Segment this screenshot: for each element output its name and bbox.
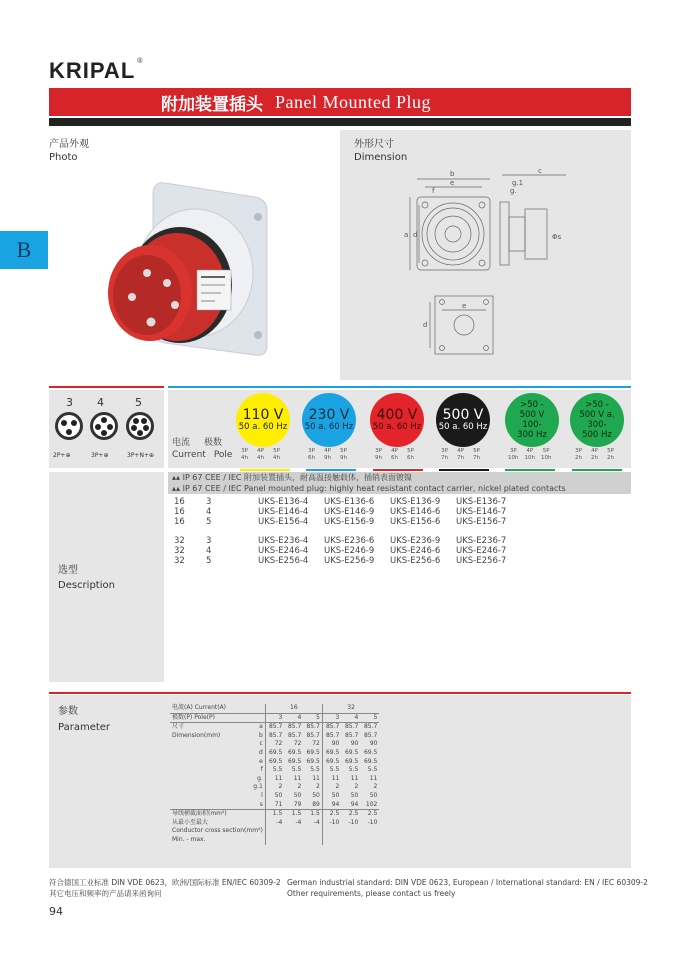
parameter-label-cn: 参数 xyxy=(58,706,78,717)
page-title-cn: 附加装置插头 xyxy=(161,94,263,115)
svg-text:c: c xyxy=(538,167,542,175)
color-bar-100-300hz xyxy=(505,469,555,471)
pole-configs xyxy=(49,390,164,468)
bullet-icon: ▴▴ xyxy=(172,473,181,482)
description-label-cn: 选型 xyxy=(58,565,78,576)
panel-plug-image xyxy=(95,175,285,370)
footer-cn-2: 其它电压和频率的产品请来函询问 xyxy=(49,889,162,898)
current-32: 32 xyxy=(322,704,379,713)
svg-text:e: e xyxy=(462,302,467,310)
dimension-drawing xyxy=(390,165,580,360)
hour-codes-300-500hz: 3P 2h 4P 2h 5P 2h xyxy=(575,448,614,461)
svg-text:e: e xyxy=(450,179,455,187)
dimension-section-label xyxy=(354,138,407,164)
conductor-en-2: Min. - max. xyxy=(172,835,206,843)
svg-text:f: f xyxy=(432,187,435,195)
pole-4-icon xyxy=(90,412,118,440)
current-16: 16 xyxy=(265,704,322,713)
brand-logo xyxy=(49,58,143,84)
pole-3-config: 2P+⊕ xyxy=(53,452,71,459)
svg-text:d: d xyxy=(423,321,428,329)
svg-text:d: d xyxy=(413,231,418,239)
dimension-diagram-icon xyxy=(390,165,580,360)
table-row: 32 5 UKS-E256-4 UKS-E256-9 UKS-E256-6 UKS-E256-7 xyxy=(174,556,507,566)
table-row: 16 5 UKS-E156-4 UKS-E156-9 UKS-E156-6 UKS-E156-7 xyxy=(174,517,507,527)
dimension-label-cn: 外形尺寸 xyxy=(354,139,394,150)
description-label-en: Description xyxy=(58,580,115,591)
photo-label-en: Photo xyxy=(49,152,78,163)
voltage-300-500hz-badge: >50 - 500 V a. 300- 500 Hz xyxy=(570,393,624,447)
footer-en xyxy=(287,877,648,899)
svg-text:b: b xyxy=(450,170,455,178)
voltage-100-300hz-badge: >50 - 500 V 100- 300 Hz xyxy=(505,393,559,447)
table-row: 16 4 UKS-E146-4 UKS-E146-9 UKS-E146-6 UKS-E146-7 xyxy=(174,507,507,517)
hour-codes-230v: 3P 6h 4P 9h 5P 9h xyxy=(308,448,347,461)
hour-codes-110v: 3P 4h 4P 4h 5P 4h xyxy=(241,448,280,461)
dimension-en: Dimension(mm) xyxy=(172,731,221,739)
conductor-cn-2: 从最小至最大 xyxy=(172,818,209,826)
footer-cn xyxy=(49,877,281,899)
hour-codes-500v: 3P 7h 4P 7h 5P 7h xyxy=(441,448,480,461)
pole-en: Pole xyxy=(213,450,233,460)
pole-count-4: 4 xyxy=(97,396,104,409)
pole-5-icon xyxy=(126,412,154,440)
table-row: 16 3 UKS-E136-4 UKS-E136-6 UKS-E136-9 UKS-E136-7 xyxy=(174,497,507,507)
voltage-400v-badge: 400 V 50 a. 60 Hz xyxy=(370,393,424,447)
voltage-500v-badge: 500 V 50 a. 60 Hz xyxy=(436,393,490,447)
poles-divider-red xyxy=(49,386,164,388)
hour-codes-100-300hz: 3P 10h 4P 10h 5P 10h xyxy=(508,448,552,461)
section-tab-label: B xyxy=(16,237,32,262)
pole-count-3: 3 xyxy=(66,396,73,409)
table-row: 32 3 UKS-E236-4 UKS-E236-6 UKS-E236-9 UKS-E236-7 xyxy=(174,536,507,546)
parameter-divider-red xyxy=(49,692,631,694)
svg-text:g.: g. xyxy=(510,187,517,195)
voltage-divider-blue xyxy=(168,386,631,388)
note-en: IP 67 CEE / IEC Panel mounted plug: highly heat resistant contact carrier, nickel plated contacts xyxy=(182,484,566,493)
color-bar-500v xyxy=(439,469,489,471)
bullet-icon: ▴▴ xyxy=(172,484,181,493)
parameter-label-en: Parameter xyxy=(58,722,111,733)
title-bar xyxy=(49,88,631,116)
product-photo xyxy=(95,175,285,370)
parameter-section-label xyxy=(58,704,110,736)
svg-text:g.1: g.1 xyxy=(512,179,524,187)
conductor-cn-1: 导线横截面积(mm²) xyxy=(170,810,265,819)
registered-mark: ® xyxy=(137,58,144,65)
pole-3-icon xyxy=(55,412,83,440)
page-title-en: Panel Mounted Plug xyxy=(275,91,431,112)
footer-en-1: German industrial standard: DIN VDE 0623, European / International standard: EN / IEC 60309-2 xyxy=(287,878,648,887)
logo-text: KRIPAL xyxy=(49,58,136,83)
svg-text:Φs: Φs xyxy=(552,233,562,241)
note-cn: IP 67 CEE / IEC 附加装置插头，耐高温接触载体，插销表面镀镍 xyxy=(182,473,413,482)
page-number: 94 xyxy=(49,905,63,918)
dimension-label-en: Dimension xyxy=(354,152,408,163)
color-bar-230v xyxy=(306,469,356,471)
table-row: 32 4 UKS-E246-4 UKS-E246-9 UKS-E246-6 UKS-E246-7 xyxy=(174,546,507,556)
pole-5-config: 3P+N+⊕ xyxy=(127,452,155,459)
conductor-en-1: Conductor cross section(mm²) xyxy=(172,827,263,835)
description-section-label xyxy=(58,563,115,593)
current-header: 电流(A) Current(A) xyxy=(172,704,227,711)
dimension-cn: 尺寸 xyxy=(170,723,240,732)
color-bar-400v xyxy=(373,469,423,471)
hour-codes-400v: 3P 9h 4P 6h 5P 6h xyxy=(375,448,414,461)
photo-section-label xyxy=(49,138,89,164)
pole-cn: 极数 xyxy=(204,438,223,448)
current-cn: 电流 xyxy=(172,438,191,448)
section-tab-b[interactable] xyxy=(0,231,48,269)
svg-text:a: a xyxy=(404,231,409,239)
current-pole-header xyxy=(172,437,232,461)
pole-count-5: 5 xyxy=(135,396,142,409)
color-bar-300-500hz xyxy=(572,469,622,471)
pole-4-config: 3P+⊕ xyxy=(91,452,109,459)
voltage-110v-badge: 110 V 50 a. 60 Hz xyxy=(236,393,290,447)
voltage-230v-badge: 230 V 50 a. 60 Hz xyxy=(302,393,356,447)
parameter-table: 电流(A) Current(A) 16 32 极数(P) Pole(P) 3 4 5 3 4 5 尺寸 a 85.7 85.7 85.7 85.7 85.7 85.7 Dimension(mm) b 85.7 85.7 85.7 85.7 85.7 85.7 c 72 72 72 90 90 90 d 69.5 69.5 69.5 69.5 69.5 69.5 e 69.5 69.5 69.5 69.5 69.5 69.5 f 5.5 5.5 5.5 5.5 5.5 5.5 g. 11 11 11 11 11 11 g.1 2 2 2 2 2 2 l 50 50 50 50 50 50 s 71 79 89 94 94 102 导线横截面积(mm²) 1.5 1.5 1.5 2.5 2.5 2.5 从最小至最大 -4 -4 -4 -10 -10 -10 Conductor cross section(mm²) Min. - max. xyxy=(172,704,378,843)
current-en: Current xyxy=(172,450,206,460)
photo-label-cn: 产品外观 xyxy=(49,139,89,150)
description-note xyxy=(168,472,631,494)
footer-cn-1: 符合德国工业标准 DIN VDE 0623，欧洲/国际标准 EN/IEC 60309-2 xyxy=(49,878,281,887)
color-bar-110v xyxy=(240,469,290,471)
header-divider xyxy=(49,118,631,126)
footer-en-2: Other requirements, please contact us freely xyxy=(287,889,456,898)
pole-header: 极数(P) Pole(P) xyxy=(170,713,265,723)
